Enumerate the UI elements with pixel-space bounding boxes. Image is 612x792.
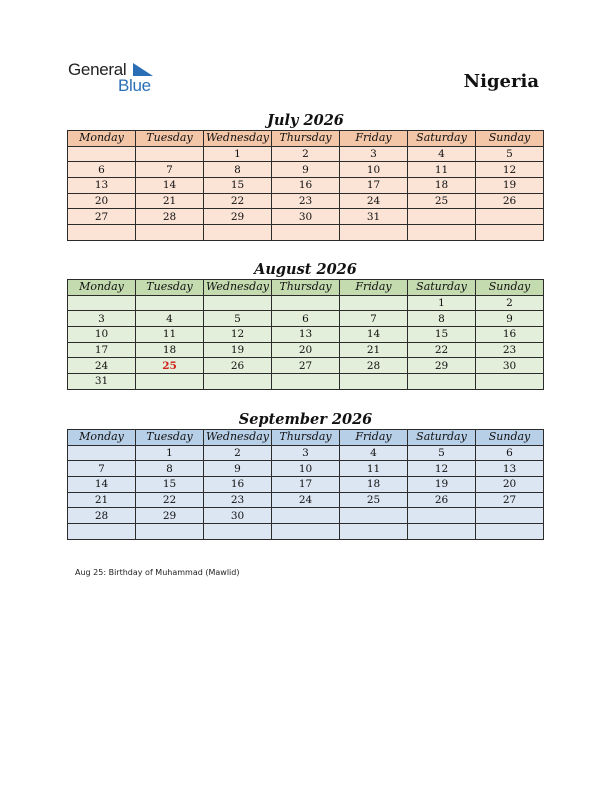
weekday-header: Tuesday [136, 131, 204, 147]
day-cell: 29 [136, 508, 204, 524]
day-cell: 24 [340, 193, 408, 209]
day-cell: 27 [476, 492, 544, 508]
day-cell: 12 [204, 327, 272, 343]
day-cell: 30 [272, 209, 340, 225]
day-cell: 15 [408, 327, 476, 343]
day-cell: 15 [204, 178, 272, 194]
day-cell: 7 [340, 311, 408, 327]
day-cell: 31 [68, 374, 136, 390]
day-cell: 26 [408, 492, 476, 508]
day-cell: 1 [136, 445, 204, 461]
day-cell: 10 [272, 461, 340, 477]
day-cell: 25 [408, 193, 476, 209]
empty-day-cell [408, 524, 476, 540]
empty-day-cell [136, 295, 204, 311]
weekday-header: Thursday [272, 131, 340, 147]
empty-day-cell [68, 146, 136, 162]
day-cell: 28 [136, 209, 204, 225]
day-cell: 28 [340, 358, 408, 374]
empty-day-cell [68, 225, 136, 241]
day-cell: 20 [272, 342, 340, 358]
country-title: Nigeria [463, 71, 539, 92]
empty-day-cell [204, 374, 272, 390]
empty-day-cell [340, 295, 408, 311]
day-cell: 14 [136, 178, 204, 194]
day-cell: 17 [272, 477, 340, 493]
weekday-header: Friday [340, 280, 408, 296]
day-cell: 18 [136, 342, 204, 358]
month-august [67, 260, 544, 390]
day-cell: 7 [136, 162, 204, 178]
day-cell: 16 [204, 477, 272, 493]
weekday-header: Sunday [476, 280, 544, 296]
empty-day-cell [272, 374, 340, 390]
day-cell: 19 [408, 477, 476, 493]
empty-day-cell [408, 225, 476, 241]
day-cell: 20 [476, 477, 544, 493]
week-row [68, 146, 544, 162]
day-cell: 19 [476, 178, 544, 194]
day-cell: 25 [136, 358, 204, 374]
logo [68, 60, 168, 100]
weekday-header: Wednesday [204, 430, 272, 446]
week-row [68, 374, 544, 390]
holiday-notes [75, 568, 239, 577]
day-cell: 31 [340, 209, 408, 225]
week-row [68, 311, 544, 327]
weekday-header: Saturday [408, 131, 476, 147]
day-cell: 11 [136, 327, 204, 343]
weekday-header-row [68, 131, 544, 147]
day-cell: 12 [476, 162, 544, 178]
day-cell: 17 [68, 342, 136, 358]
empty-day-cell [136, 374, 204, 390]
day-cell: 16 [272, 178, 340, 194]
day-cell: 6 [272, 311, 340, 327]
empty-day-cell [272, 524, 340, 540]
week-row [68, 508, 544, 524]
day-cell: 26 [204, 358, 272, 374]
calendar-table [67, 130, 544, 241]
day-cell: 9 [204, 461, 272, 477]
day-cell: 9 [476, 311, 544, 327]
day-cell: 18 [340, 477, 408, 493]
empty-day-cell [340, 524, 408, 540]
day-cell: 20 [68, 193, 136, 209]
day-cell: 4 [408, 146, 476, 162]
day-cell: 22 [136, 492, 204, 508]
empty-day-cell [340, 374, 408, 390]
day-cell: 3 [68, 311, 136, 327]
week-row [68, 162, 544, 178]
day-cell: 11 [340, 461, 408, 477]
day-cell: 2 [476, 295, 544, 311]
day-cell: 14 [340, 327, 408, 343]
week-row [68, 477, 544, 493]
weekday-header-row [68, 280, 544, 296]
week-row [68, 524, 544, 540]
week-row [68, 193, 544, 209]
day-cell: 30 [476, 358, 544, 374]
day-cell: 22 [204, 193, 272, 209]
calendar-table [67, 279, 544, 390]
day-cell: 23 [272, 193, 340, 209]
day-cell: 5 [408, 445, 476, 461]
day-cell: 29 [204, 209, 272, 225]
empty-day-cell [136, 225, 204, 241]
empty-day-cell [272, 295, 340, 311]
day-cell: 3 [340, 146, 408, 162]
week-row [68, 445, 544, 461]
weekday-header: Monday [68, 131, 136, 147]
day-cell: 5 [476, 146, 544, 162]
day-cell: 27 [68, 209, 136, 225]
holiday-note: Aug 25: Birthday of Muhammad (Mawlid) [75, 568, 240, 577]
day-cell: 21 [340, 342, 408, 358]
empty-day-cell [68, 524, 136, 540]
weekday-header: Saturday [408, 280, 476, 296]
day-cell: 10 [68, 327, 136, 343]
day-cell: 4 [136, 311, 204, 327]
empty-day-cell [136, 146, 204, 162]
day-cell: 15 [136, 477, 204, 493]
empty-day-cell [476, 209, 544, 225]
day-cell: 11 [408, 162, 476, 178]
weekday-header: Sunday [476, 430, 544, 446]
weekday-header: Sunday [476, 131, 544, 147]
empty-day-cell [68, 295, 136, 311]
weekday-header: Friday [340, 430, 408, 446]
day-cell: 25 [340, 492, 408, 508]
day-cell: 13 [272, 327, 340, 343]
empty-day-cell [272, 225, 340, 241]
weekday-header: Thursday [272, 280, 340, 296]
week-row [68, 209, 544, 225]
day-cell: 6 [476, 445, 544, 461]
day-cell: 7 [68, 461, 136, 477]
weekday-header: Friday [340, 131, 408, 147]
day-cell: 28 [68, 508, 136, 524]
empty-day-cell [408, 209, 476, 225]
empty-day-cell [136, 524, 204, 540]
empty-day-cell [476, 524, 544, 540]
day-cell: 6 [68, 162, 136, 178]
empty-day-cell [340, 225, 408, 241]
day-cell: 14 [68, 477, 136, 493]
day-cell: 10 [340, 162, 408, 178]
day-cell: 2 [272, 146, 340, 162]
empty-day-cell [272, 508, 340, 524]
day-cell: 12 [408, 461, 476, 477]
day-cell: 8 [408, 311, 476, 327]
week-row [68, 492, 544, 508]
day-cell: 17 [340, 178, 408, 194]
day-cell: 23 [204, 492, 272, 508]
weekday-header: Thursday [272, 430, 340, 446]
week-row [68, 295, 544, 311]
empty-day-cell [340, 508, 408, 524]
weekday-header: Wednesday [204, 131, 272, 147]
month-july [67, 111, 544, 241]
empty-day-cell [204, 295, 272, 311]
day-cell: 21 [68, 492, 136, 508]
day-cell: 13 [476, 461, 544, 477]
empty-day-cell [68, 445, 136, 461]
empty-day-cell [204, 225, 272, 241]
week-row [68, 327, 544, 343]
weekday-header-row [68, 430, 544, 446]
day-cell: 13 [68, 178, 136, 194]
day-cell: 21 [136, 193, 204, 209]
month-title: September 2026 [238, 411, 373, 428]
weekday-header: Tuesday [136, 430, 204, 446]
month-title: August 2026 [254, 261, 357, 278]
day-cell: 18 [408, 178, 476, 194]
empty-day-cell [408, 374, 476, 390]
day-cell: 30 [204, 508, 272, 524]
day-cell: 24 [272, 492, 340, 508]
day-cell: 1 [204, 146, 272, 162]
day-cell: 8 [136, 461, 204, 477]
day-cell: 9 [272, 162, 340, 178]
logo-blue-text: Blue [118, 76, 151, 95]
weekday-header: Saturday [408, 430, 476, 446]
day-cell: 29 [408, 358, 476, 374]
empty-day-cell [476, 508, 544, 524]
day-cell: 16 [476, 327, 544, 343]
day-cell: 27 [272, 358, 340, 374]
weekday-header: Tuesday [136, 280, 204, 296]
day-cell: 2 [204, 445, 272, 461]
day-cell: 24 [68, 358, 136, 374]
day-cell: 1 [408, 295, 476, 311]
day-cell: 5 [204, 311, 272, 327]
day-cell: 22 [408, 342, 476, 358]
day-cell: 23 [476, 342, 544, 358]
weekday-header: Monday [68, 280, 136, 296]
day-cell: 19 [204, 342, 272, 358]
logo-general-text: General [68, 60, 127, 79]
weekday-header: Monday [68, 430, 136, 446]
day-cell: 26 [476, 193, 544, 209]
week-row [68, 178, 544, 194]
weekday-header: Wednesday [204, 280, 272, 296]
week-row [68, 342, 544, 358]
week-row [68, 358, 544, 374]
empty-day-cell [476, 225, 544, 241]
logo-flag-icon [133, 63, 153, 77]
empty-day-cell [204, 524, 272, 540]
calendar-table [67, 429, 544, 540]
day-cell: 3 [272, 445, 340, 461]
day-cell: 4 [340, 445, 408, 461]
week-row [68, 225, 544, 241]
week-row [68, 461, 544, 477]
month-title: July 2026 [267, 112, 344, 129]
month-september [67, 410, 544, 540]
day-cell: 8 [204, 162, 272, 178]
empty-day-cell [408, 508, 476, 524]
empty-day-cell [476, 374, 544, 390]
